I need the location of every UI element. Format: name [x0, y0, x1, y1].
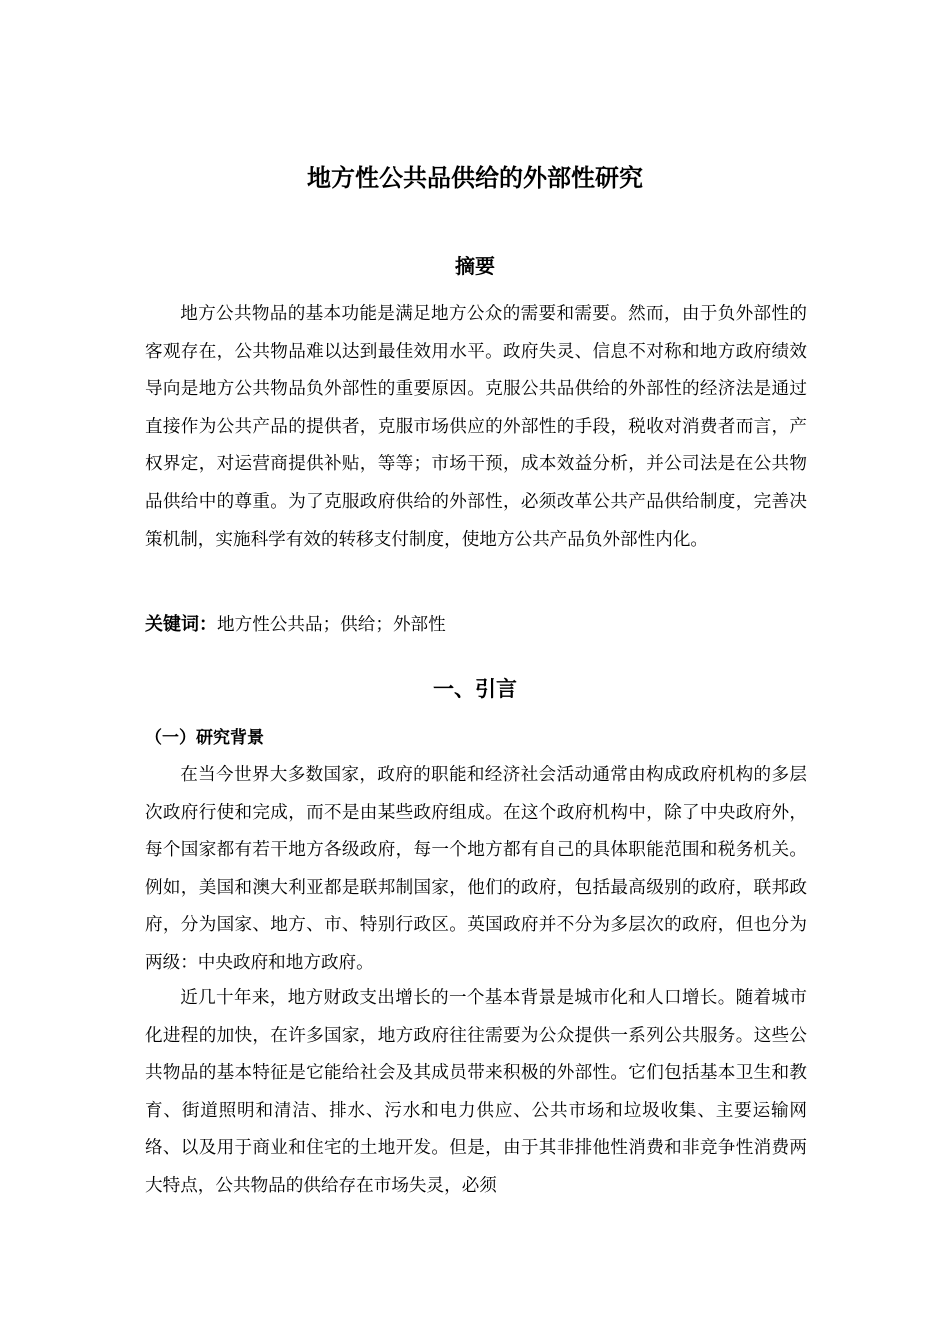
- keywords-label: 关键词：: [145, 614, 217, 635]
- abstract-paragraph: 地方公共物品的基本功能是满足地方公众的需要和需要。然而，由于负外部性的客观存在，公共物品难以达到最佳效用水平。政府失灵、信息不对称和地方政府绩效导向是地方公共物品负外部性的重要原因。克服公共品供给的外部性的经济法是通过直接作为公共产品的提供者，克服市场供应的外部性的手段，税收对消费者而言，产权界定，对运营商提供补贴，等等；市场干预，成本效益分析，并公司法是在公共物品供给中的尊重。为了克服政府供给的外部性，必须改革公共产品供给制度，完善决策机制，实施科学有效的转移支付制度，使地方公共产品负外部性内化。: [145, 304, 807, 550]
- body-paragraph: 近几十年来，地方财政支出增长的一个基本背景是城市化和人口增长。随着城市化进程的加快，在许多国家，地方政府往往需要为公众提供一系列公共服务。这些公共物品的基本特征是它能给社会及其成员带来积极的外部性。它们包括基本卫生和教育、街道照明和清洁、排水、污水和电力供应、公共市场和垃圾收集、主要运输网络、以及用于商业和住宅的土地开发。但是，由于其非排他性消费和非竞争性消费两大特点，公共物品的供给存在市场失灵，必须: [145, 988, 807, 1196]
- section-heading-introduction: 一、引言: [433, 677, 517, 701]
- keywords-text: 地方性公共品；供给；外部性: [217, 615, 446, 635]
- abstract-heading: 摘要: [455, 254, 495, 278]
- keywords-line: [145, 607, 807, 643]
- document-title: 地方性公共品供给的外部性研究: [307, 164, 643, 192]
- body-paragraph: 在当今世界大多数国家，政府的职能和经济社会活动通常由构成政府机构的多层次政府行使和完成，而不是由某些政府组成。在这个政府机构中，除了中央政府外，每个国家都有若干地方各级政府，每一个地方都有自己的具体职能范围和税务机关。例如，美国和澳大利亚都是联邦制国家，他们的政府，包括最高级别的政府，联邦政府，分为国家、地方、市、特别行政区。英国政府并不分为多层次的政府，但也分为两级：中央政府和地方政府。: [145, 765, 807, 973]
- subsection-heading-background: （一）研究背景: [145, 728, 264, 748]
